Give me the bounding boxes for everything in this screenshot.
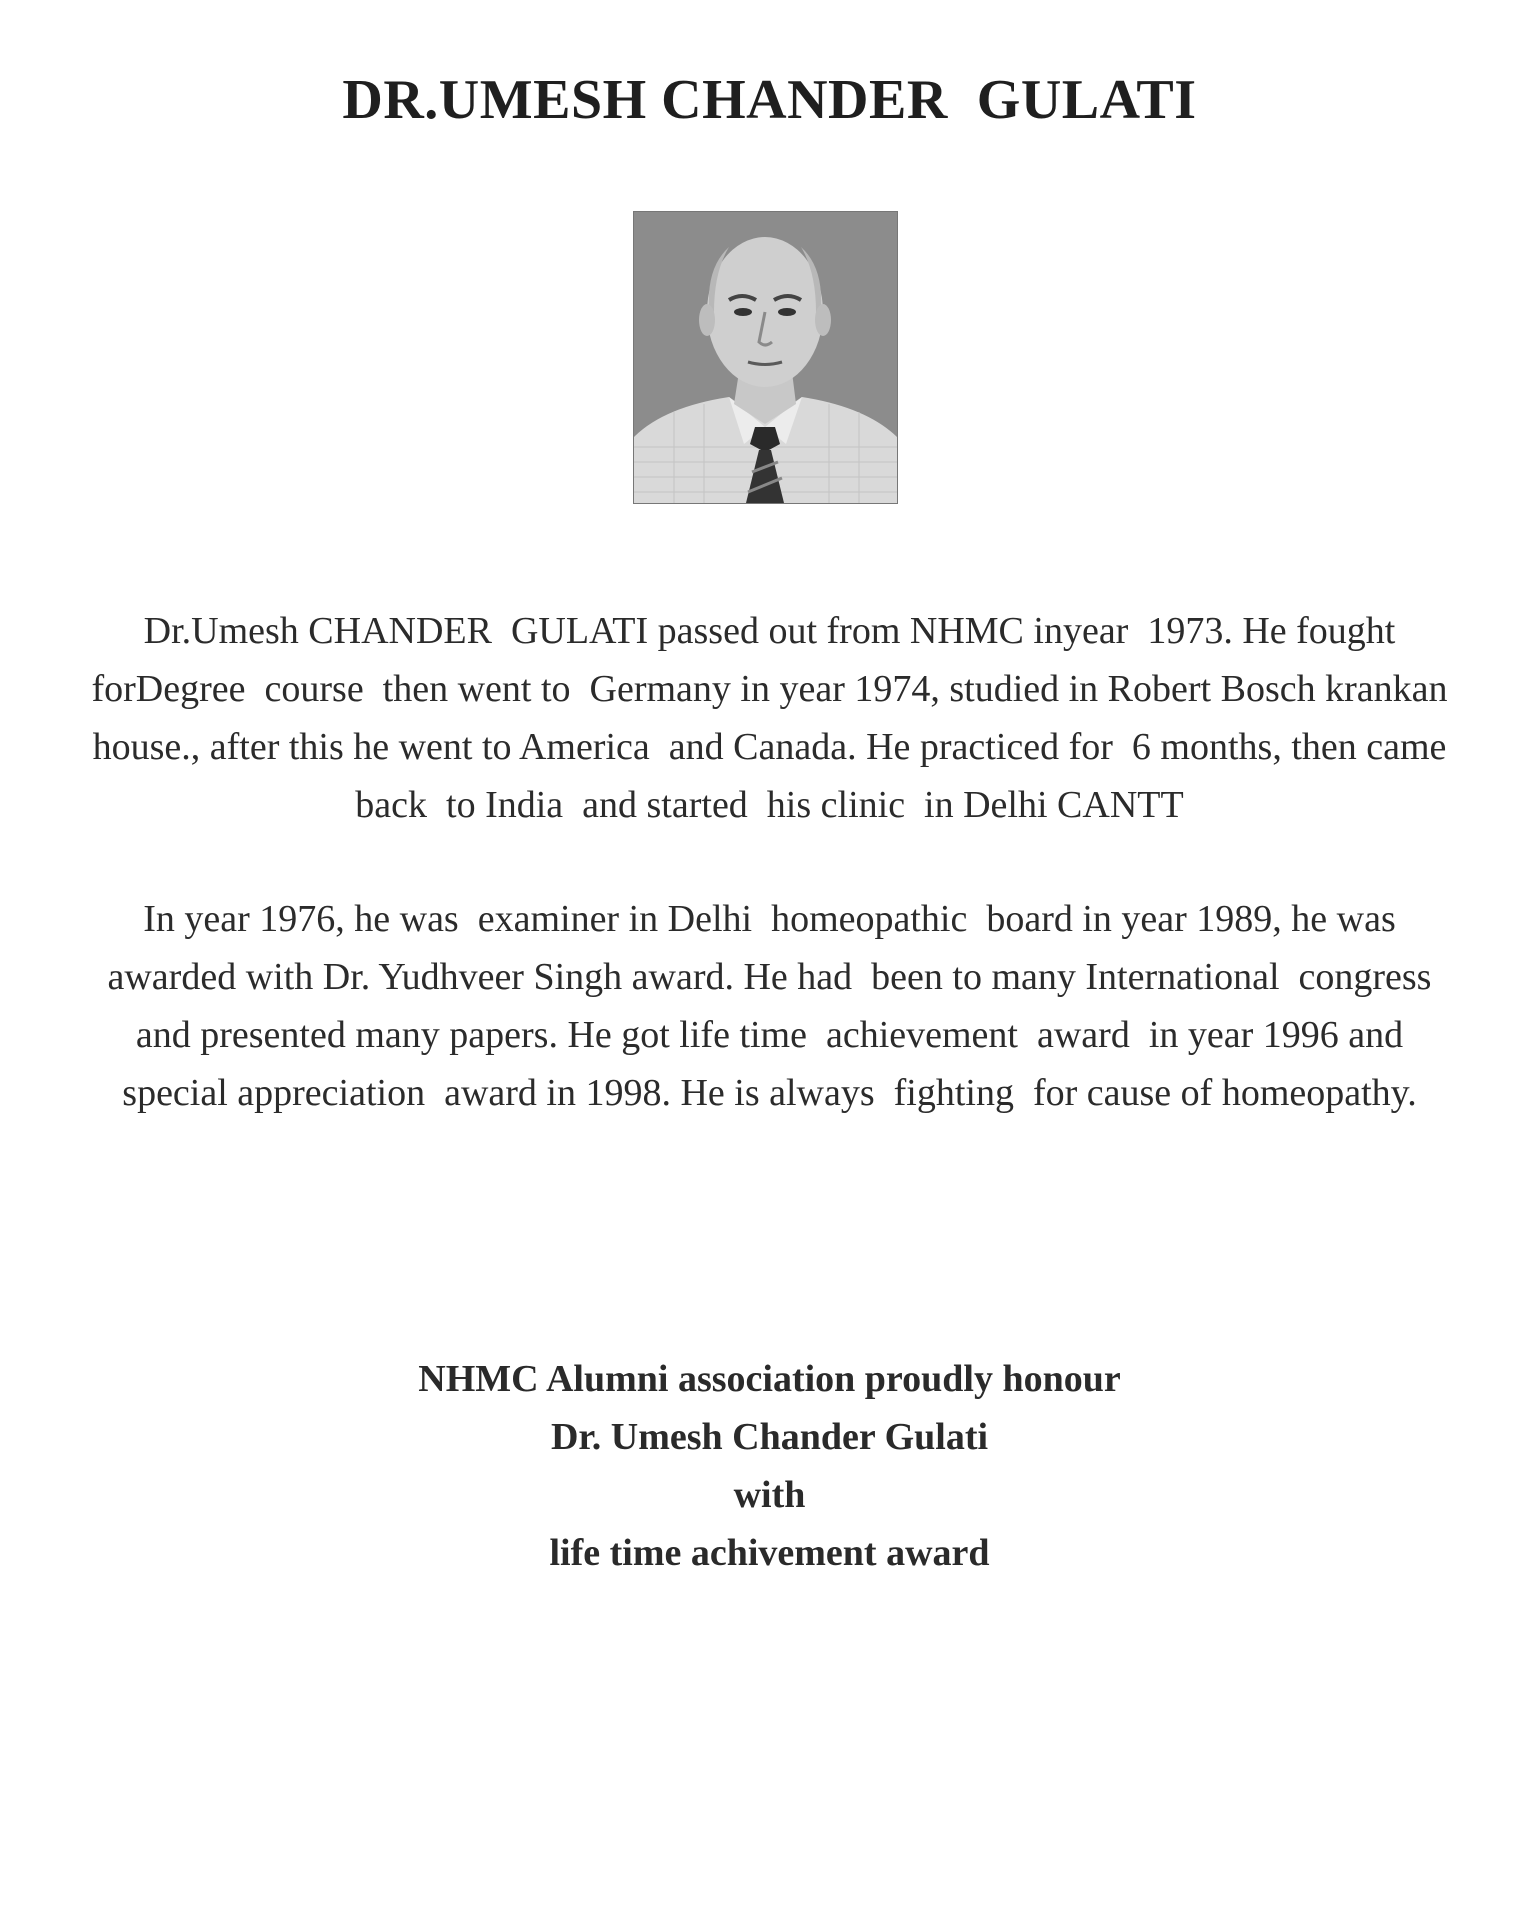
bio-line: back to India and started his clinic in Delhi CANTT <box>355 784 1184 826</box>
bio-line: special appreciation award in 1998. He is always fighting for cause of homeopathy. <box>122 1072 1417 1114</box>
honour-line: with <box>733 1474 806 1516</box>
bio-line: awarded with Dr. Yudhveer Singh award. He had been to many International congress <box>107 956 1432 998</box>
honour-line: NHMC Alumni association proudly honour <box>418 1358 1121 1400</box>
bio-line: Dr.Umesh CHANDER GULATI passed out from NHMC inyear 1973. He fought <box>143 610 1396 652</box>
bio-line: forDegree course then went to Germany in year 1974, studied in Robert Bosch krankan <box>91 668 1448 710</box>
bio-paragraph-1 <box>0 602 1539 834</box>
honour-statement <box>0 1350 1539 1582</box>
page-title: DR.UMESH CHANDER GULATI <box>342 69 1197 131</box>
honour-line: life time achivement award <box>549 1532 990 1574</box>
portrait-photo-icon <box>634 212 897 503</box>
bio-line: house., after this he went to America and Canada. He practiced for 6 months, then came <box>92 726 1447 768</box>
portrait-photo <box>633 211 898 504</box>
bio-line: In year 1976, he was examiner in Delhi homeopathic board in year 1989, he was <box>143 898 1396 940</box>
bio-paragraph-2 <box>0 890 1539 1122</box>
honour-line: Dr. Umesh Chander Gulati <box>550 1416 989 1458</box>
bio-line: and presented many papers. He got life time achievement award in year 1996 and <box>135 1014 1404 1056</box>
